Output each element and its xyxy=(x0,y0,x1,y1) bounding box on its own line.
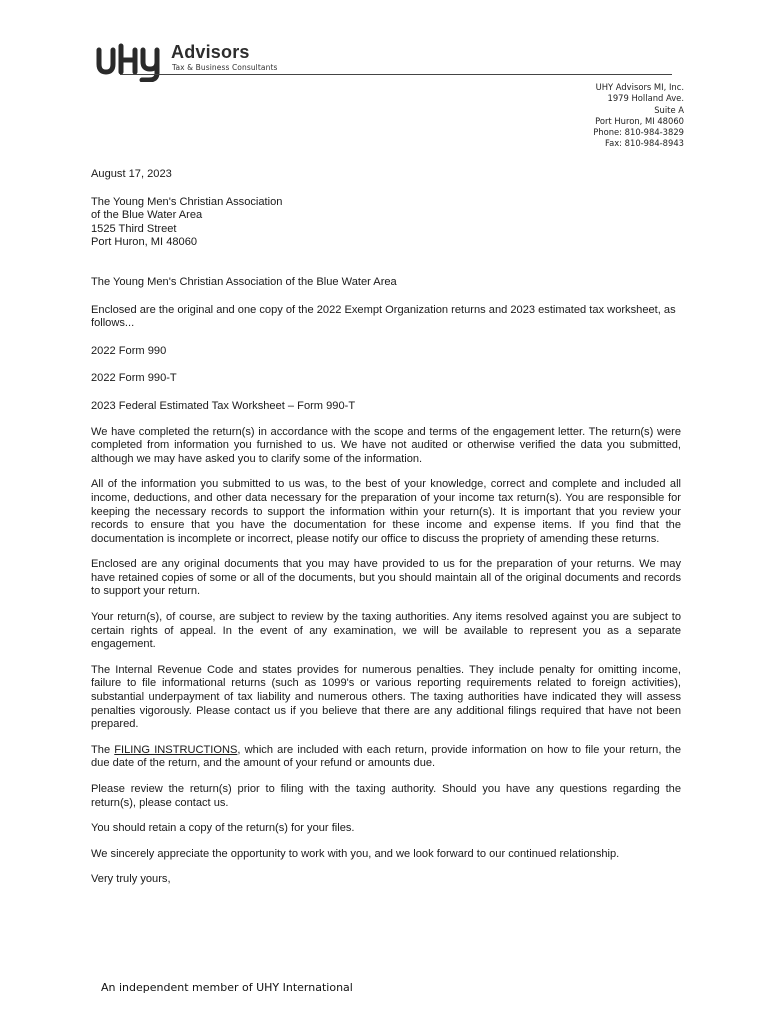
review-paragraph: Your return(s), of course, are subject to review by the taxing authorities. Any items resolved against you are subject to certain rights of appeal. In the event of any examination, we will be available to represent you as a separate engagement. xyxy=(91,611,681,651)
brand-name: Advisors xyxy=(171,42,250,62)
recipient-line: of the Blue Water Area xyxy=(91,209,203,222)
salutation: The Young Men's Christian Association of the Blue Water Area xyxy=(91,275,397,288)
prior-review-paragraph: Please review the return(s) prior to filing with the taxing authority. Should you have any questions regarding the return(s), please contact us. xyxy=(91,783,681,809)
uhy-logo-icon xyxy=(96,42,166,82)
firm-suite: Suite A xyxy=(654,104,684,115)
firm-address xyxy=(593,82,684,150)
enclosed-item: 2022 Form 990-T xyxy=(91,372,177,385)
documents-paragraph: Enclosed are any original documents that you may have provided to us for the preparation of your returns. We may have retained copies of some or all of the documents, but you should maintain all of the original documents and records to support your return. xyxy=(91,558,681,598)
footer-note: An independent member of UHY International xyxy=(101,981,353,994)
firm-fax: Fax: 810-984-8943 xyxy=(605,138,684,149)
penalties-paragraph: The Internal Revenue Code and states provides for numerous penalties. They include penalty for omitting income, failure to file informational returns (such as 1099's or various reporting requirements related to foreign activities), substantial underpayment of tax liability and numerous others. The taxing authorities have indicated they will assess penalties vigorously. Please contact us if you believe that there are any additional filings required that have not been prepared. xyxy=(91,663,681,731)
enclosed-item: 2023 Federal Estimated Tax Worksheet – Form 990-T xyxy=(91,399,356,412)
retain-copy-paragraph: You should retain a copy of the return(s) for your files. xyxy=(91,822,355,835)
recipient-line: 1525 Third Street xyxy=(91,222,177,235)
letter-body xyxy=(91,168,681,899)
firm-name: UHY Advisors MI, Inc. xyxy=(595,82,684,92)
filing-instructions-link[interactable]: FILING INSTRUCTIONS xyxy=(114,743,238,756)
firm-phone: Phone: 810-984-3829 xyxy=(593,127,684,138)
recipient-line: Port Huron, MI 48060 xyxy=(91,236,198,249)
intro-paragraph: Enclosed are the original and one copy of the 2022 Exempt Organization returns and 2023 estimated tax worksheet, as follows... xyxy=(91,303,676,330)
header-divider xyxy=(120,74,672,75)
firm-city: Port Huron, MI 48060 xyxy=(595,115,684,126)
letter-date: August 17, 2023 xyxy=(91,168,172,180)
recipient-address xyxy=(91,196,681,250)
enclosed-item: 2022 Form 990 xyxy=(91,344,167,357)
closing: Very truly yours, xyxy=(91,873,171,886)
scope-paragraph: We have completed the return(s) in accordance with the scope and terms of the engagement letter. The return(s) were completed from information you furnished to us. We have not audited or otherwise verified the data you submitted, although we may have asked you to clarify some of the information. xyxy=(91,425,681,465)
firm-street: 1979 Holland Ave. xyxy=(607,93,684,104)
filing-text-after: , which are included with each return, provide information on how to file your return, the due date of the return, and the amount of your refund or amounts due. xyxy=(91,743,681,770)
appreciation-paragraph: We sincerely appreciate the opportunity to work with you, and we look forward to our continued relationship. xyxy=(91,847,620,860)
filing-text-before: The xyxy=(91,743,115,756)
brand-tagline: Tax & Business Consultants xyxy=(172,63,278,72)
recipient-line: The Young Men's Christian Association xyxy=(91,195,283,208)
records-paragraph: All of the information you submitted to us was, to the best of your knowledge, correct and complete and included all income, deductions, and other data necessary for the preparation of your income tax return(s). You are responsible for keeping the necessary records to support the information within your return(s). It is important that you review your records to ensure that you have the documentation for these income and expense items. If you find that the documentation is incomplete or incorrect, please notify our office to discuss the propriety of amending these returns. xyxy=(91,478,681,545)
letterhead xyxy=(96,42,671,82)
filing-instructions-paragraph xyxy=(91,744,681,771)
